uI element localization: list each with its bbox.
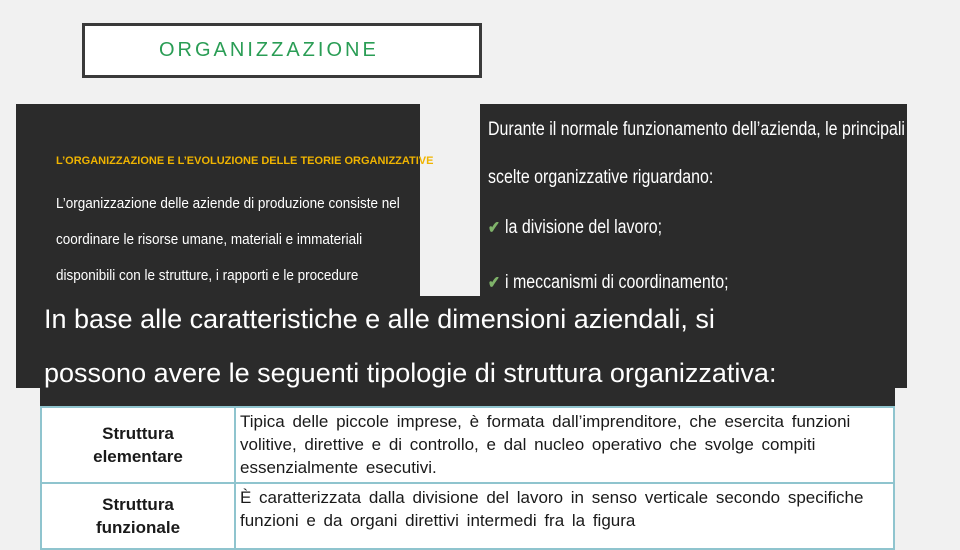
bullet-text: la divisione del lavoro;: [505, 217, 663, 238]
structure-type-line: Struttura: [102, 424, 174, 443]
check-icon: ✔: [488, 273, 500, 292]
structure-type-cell: [41, 407, 235, 483]
table-row: [41, 407, 894, 483]
left-panel-line: disponibili con le strutture, i rapporti e le procedure: [56, 267, 359, 284]
overlay-line: possono avere le seguenti tipologie di struttura organizzativa:: [44, 358, 777, 388]
overlay-line: In base alle caratteristiche e alle dimensioni aziendali, si: [44, 304, 715, 334]
structure-type-line: funzionale: [95, 518, 181, 537]
right-panel-line: scelte organizzative riguardano:: [488, 167, 714, 188]
bullet-text: i meccanismi di coordinamento;: [505, 272, 729, 293]
structure-description: Tipica delle piccole imprese, è formata dall’imprenditore, che esercita funzioni volitive, direttive e di controllo, e dal nucleo operativo che svolge compiti essenzialmente esecutivi.: [235, 407, 894, 483]
right-panel-line: Durante il normale funzionamento dell’azienda, le principali: [488, 119, 905, 140]
left-panel-line: L’organizzazione delle aziende di produzione consiste nel: [56, 195, 400, 212]
structure-description: È caratterizzata dalla divisione del lavoro in senso verticale secondo specifiche funzioni e da organi direttivi intermedi fra la figura: [235, 483, 894, 549]
title-box: [82, 23, 482, 78]
structure-table: [40, 406, 895, 550]
structure-type-cell: [41, 483, 235, 549]
table-row: [41, 483, 894, 549]
left-panel-heading: L’ORGANIZZAZIONE E L’EVOLUZIONE DELLE TEORIE ORGANIZZATIVE: [56, 155, 434, 167]
structure-type-line: Struttura: [102, 495, 174, 514]
structure-type-line: elementare: [93, 447, 183, 466]
right-panel-bullet: [488, 217, 662, 239]
left-panel-line: coordinare le risorse umane, materiali e immateriali: [56, 231, 363, 248]
right-panel-bullet: [488, 272, 729, 294]
structure-table-image: [40, 388, 895, 548]
overlay-text-image: [30, 296, 900, 388]
check-icon: ✔: [488, 218, 500, 237]
page-title: ORGANIZZAZIONE: [159, 39, 379, 61]
